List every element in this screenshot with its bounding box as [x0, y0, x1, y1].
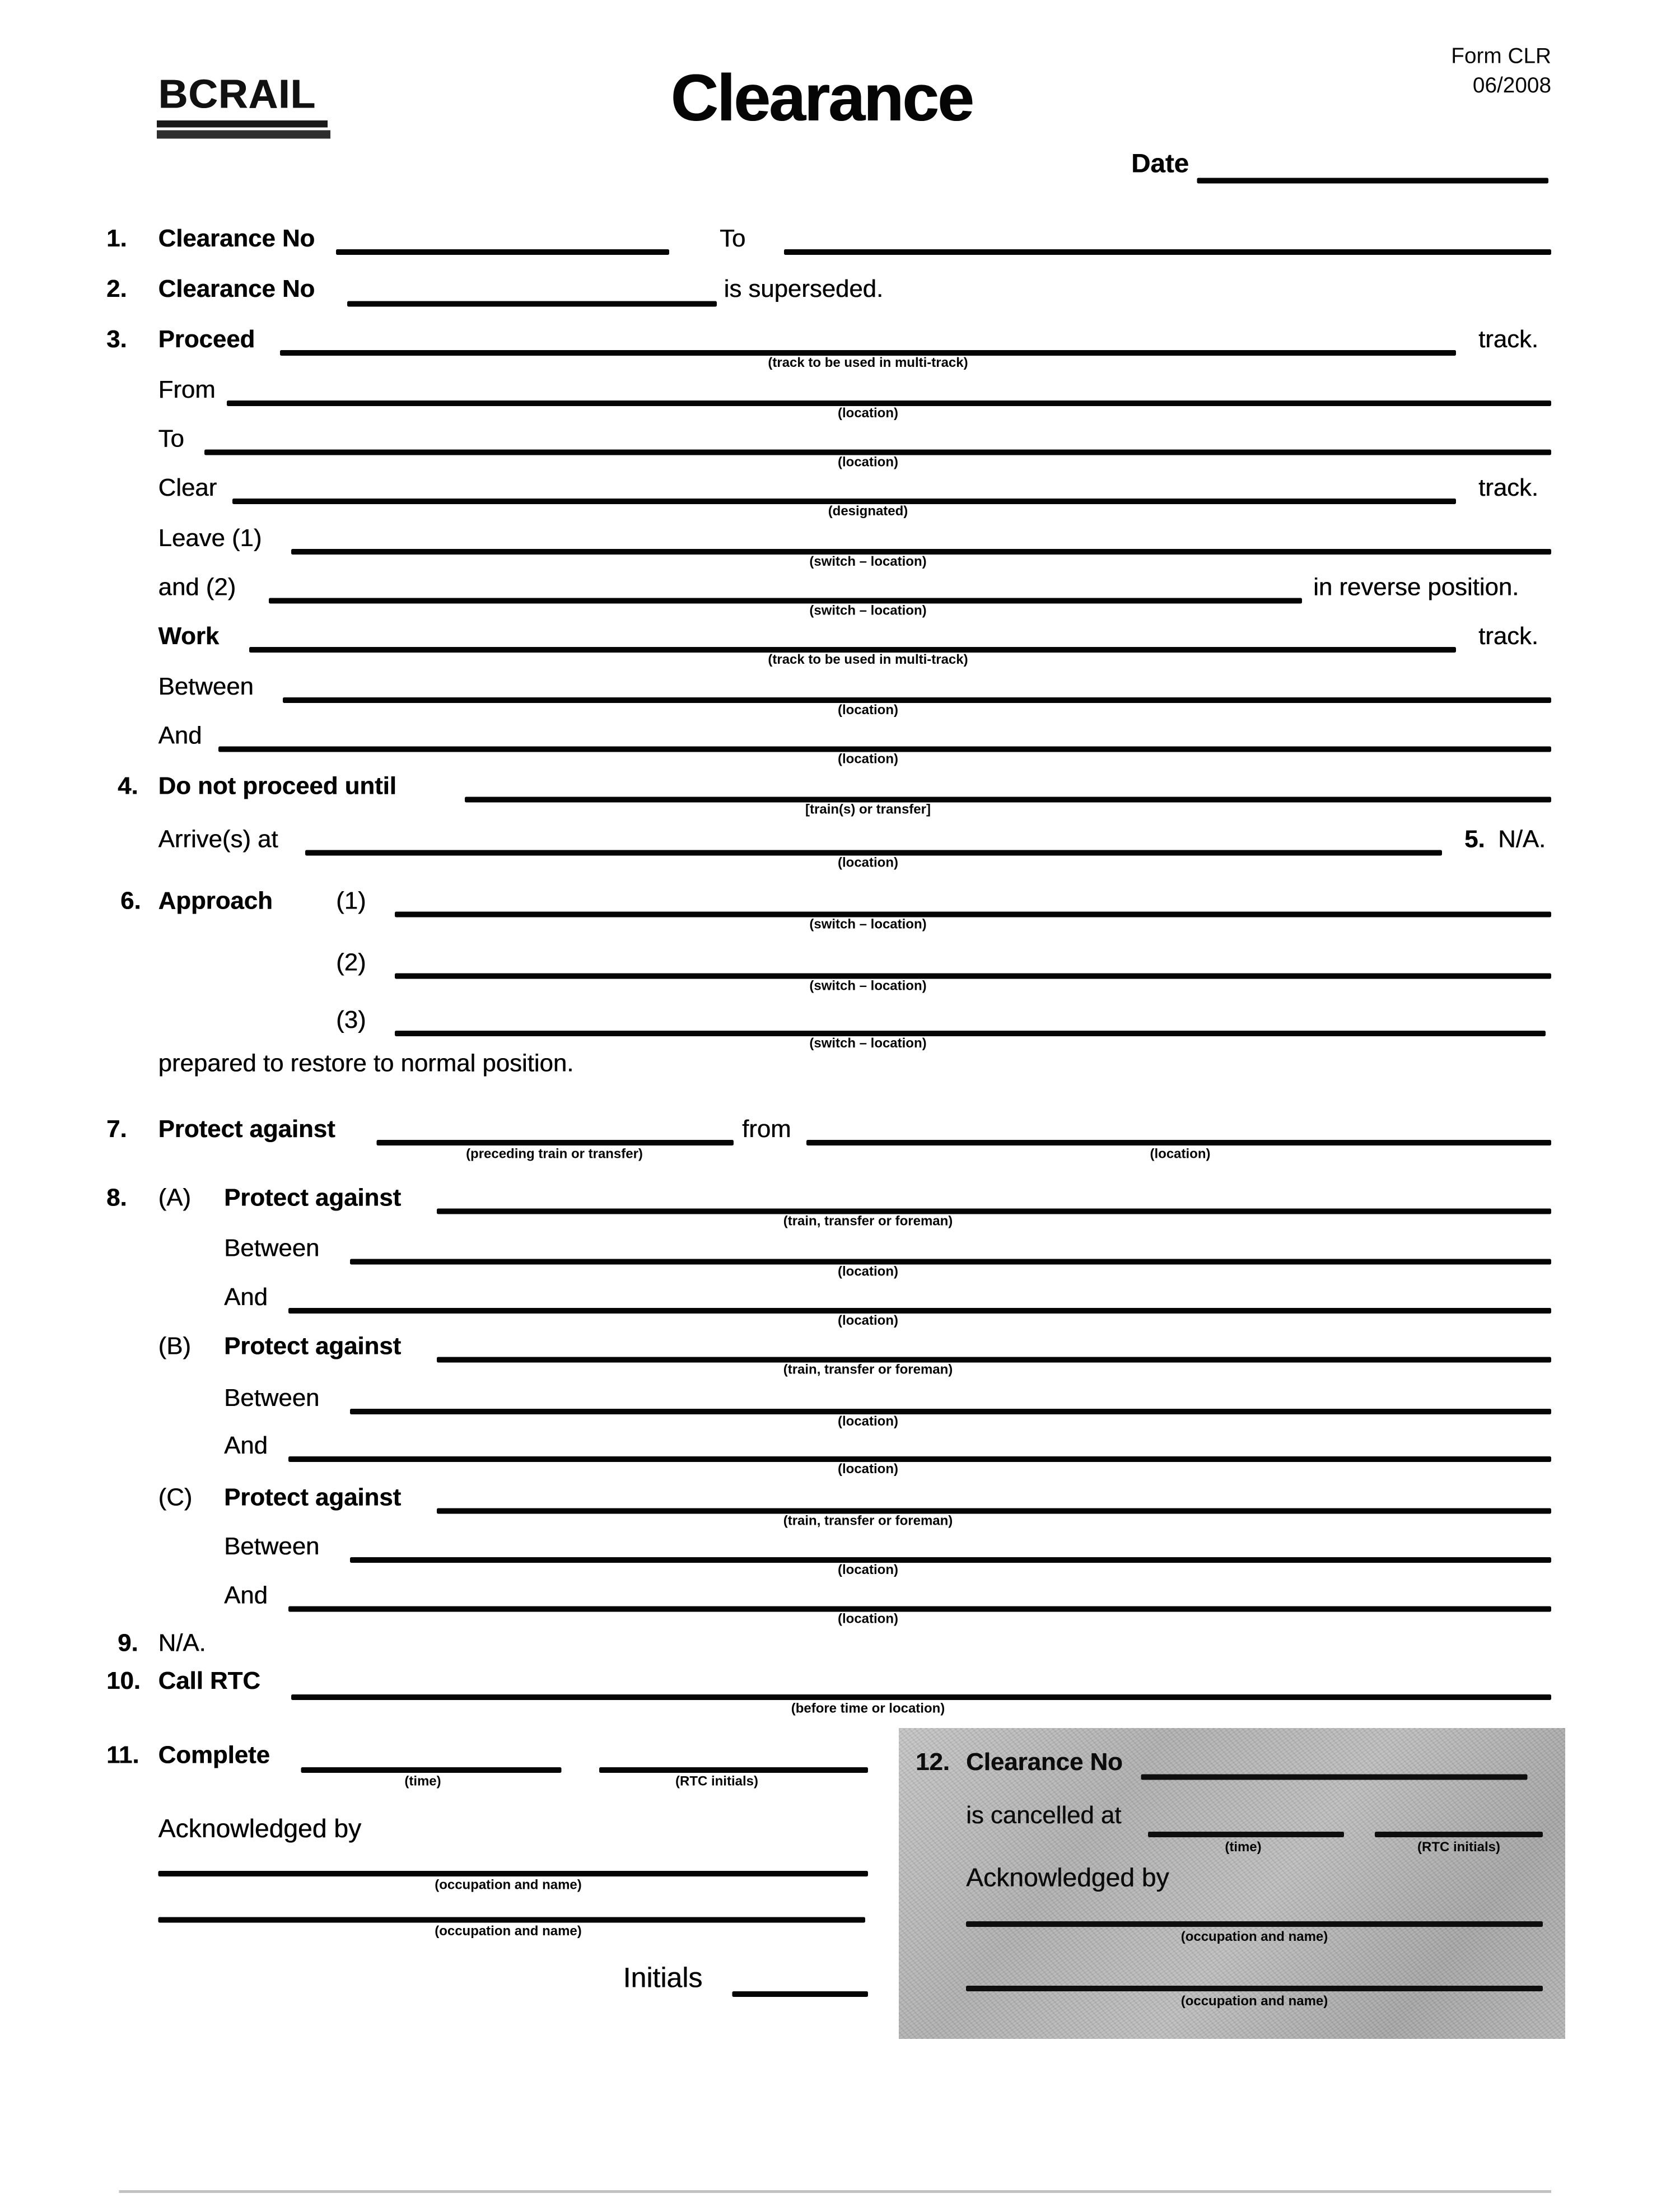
item12-time-line[interactable] — [1148, 1832, 1344, 1837]
form-title: Clearance — [670, 60, 973, 134]
item4-train-line[interactable] — [465, 797, 1551, 803]
caption-location: (location) — [838, 455, 898, 471]
item8b-protect-line[interactable] — [437, 1357, 1551, 1363]
item3-clear-track-suffix: track. — [1478, 473, 1538, 501]
caption-occupation-and-name: (occupation and name) — [435, 1878, 582, 1893]
date-field-line[interactable] — [1197, 178, 1549, 184]
item3-proceed-label: Proceed — [158, 325, 255, 353]
caption-occupation-and-name: (occupation and name) — [1180, 1994, 1328, 2010]
caption-time: (time) — [404, 1774, 441, 1790]
caption-designated: (designated) — [828, 504, 908, 520]
item3-from-line[interactable] — [227, 401, 1551, 406]
item3-and2-label: and (2) — [158, 572, 236, 601]
item1-clearance-no-line[interactable] — [336, 249, 669, 255]
caption-multitrack: (track to be used in multi-track) — [768, 356, 968, 371]
item6-switch2-line[interactable] — [395, 974, 1551, 979]
item8a-and-line[interactable] — [288, 1308, 1551, 1314]
item11-acknowledged-by-label: Acknowledged by — [158, 1813, 362, 1843]
item8c-and-label: And — [224, 1581, 268, 1609]
item6-switch1-line[interactable] — [395, 912, 1551, 918]
item6-switch3-line[interactable] — [395, 1031, 1546, 1036]
item5-number: 5. — [1464, 825, 1485, 853]
item2-number: 2. — [106, 274, 127, 302]
item4-do-not-proceed-label: Do not proceed until — [158, 771, 396, 800]
caption-location: (location) — [838, 1264, 898, 1280]
form-code: Form CLR — [1451, 45, 1551, 69]
caption-location: (location) — [838, 855, 898, 871]
caption-switch-location: (switch – location) — [809, 603, 927, 619]
caption-location: (location) — [838, 1314, 898, 1329]
item3-and-label: And — [158, 721, 202, 749]
caption-train-transfer-foreman: (train, transfer or foreman) — [783, 1514, 953, 1529]
caption-location: (location) — [838, 1612, 898, 1627]
item11-number: 11. — [106, 1740, 139, 1769]
item10-number: 10. — [106, 1666, 141, 1694]
item8a-protect-against-label: Protect against — [224, 1183, 402, 1212]
item2-superseded-text: is superseded. — [724, 274, 884, 302]
bcrail-logo: BCRAIL — [158, 73, 316, 118]
item8c-and-line[interactable] — [288, 1606, 1551, 1612]
item8b-and-label: And — [224, 1431, 268, 1459]
item7-from-label: from — [742, 1115, 791, 1143]
bcrail-logo-underline — [157, 120, 328, 128]
item10-call-rtc-label: Call RTC — [158, 1666, 260, 1694]
item8a-protect-line[interactable] — [437, 1209, 1551, 1214]
caption-train-transfer-foreman: (train, transfer or foreman) — [783, 1362, 953, 1378]
item6-approach-label: Approach — [158, 886, 273, 915]
item12-clearance-no-line[interactable] — [1141, 1775, 1528, 1780]
item12-cancelled-at-text: is cancelled at — [966, 1801, 1122, 1829]
item4-arrives-at-label: Arrive(s) at — [158, 825, 278, 853]
item3-from-label: From — [158, 375, 216, 403]
item3-number: 3. — [106, 325, 127, 353]
item8c-between-line[interactable] — [350, 1557, 1551, 1563]
item6-sub2-label: (2) — [336, 948, 366, 976]
caption-switch-location: (switch – location) — [809, 1036, 927, 1052]
caption-switch-location: (switch – location) — [809, 555, 927, 570]
item3-to-line[interactable] — [204, 450, 1551, 455]
item12-occupation-line-1[interactable] — [966, 1921, 1543, 1927]
item8-number: 8. — [106, 1183, 127, 1212]
item7-location-line[interactable] — [806, 1140, 1551, 1145]
caption-occupation-and-name: (occupation and name) — [435, 1924, 582, 1940]
item3-to-label: To — [158, 424, 184, 453]
caption-trains-or-transfer: [train(s) or transfer] — [805, 802, 931, 818]
item1-clearance-no-label: Clearance No — [158, 224, 315, 252]
item8a-and-label: And — [224, 1283, 268, 1311]
item3-work-label: Work — [158, 622, 220, 650]
caption-before-time-or-location: (before time or location) — [791, 1701, 945, 1717]
item1-to-line[interactable] — [784, 249, 1551, 255]
caption-preceding: (preceding train or transfer) — [466, 1147, 643, 1162]
caption-multitrack: (track to be used in multi-track) — [768, 653, 968, 668]
caption-location: (location) — [838, 1563, 898, 1578]
item3-leave1-label: Leave (1) — [158, 524, 262, 552]
form-code-block — [1414, 42, 1551, 101]
item11-initials-line[interactable] — [732, 1991, 869, 1997]
item3-clear-line[interactable] — [232, 499, 1456, 504]
form-revision: 06/2008 — [1472, 74, 1551, 98]
item8c-letter: (C) — [158, 1483, 193, 1511]
item4-arrives-line[interactable] — [305, 850, 1442, 856]
item4-number: 4. — [118, 771, 138, 800]
item6-number: 6. — [120, 886, 141, 915]
caption-switch-location: (switch – location) — [809, 979, 927, 994]
caption-location: (location) — [838, 752, 898, 767]
item11-occupation-line-2[interactable] — [158, 1917, 866, 1923]
item3-proceed-line[interactable] — [280, 350, 1456, 356]
caption-occupation-and-name: (occupation and name) — [1180, 1930, 1328, 1945]
item6-prepared-text: prepared to restore to normal position. — [158, 1049, 574, 1077]
item8c-protect-line[interactable] — [437, 1508, 1551, 1514]
item8c-protect-against-label: Protect against — [224, 1483, 402, 1511]
item9-number: 9. — [118, 1628, 138, 1657]
item2-clearance-no-label: Clearance No — [158, 274, 315, 302]
scan-edge-artifact — [119, 2190, 1552, 2193]
item12-cancellation-box — [899, 1728, 1565, 2039]
item1-number: 1. — [106, 224, 127, 252]
item8a-between-label: Between — [224, 1233, 320, 1262]
bcrail-logo-bar — [157, 131, 330, 139]
item11-occupation-line-1[interactable] — [158, 1871, 869, 1876]
caption-rtc-initials: (RTC initials) — [1417, 1840, 1500, 1856]
item3-between-label: Between — [158, 672, 254, 700]
item8a-between-line[interactable] — [350, 1259, 1551, 1265]
item12-rtc-initials-line[interactable] — [1375, 1832, 1543, 1837]
item12-clearance-no-label: Clearance No — [966, 1748, 1123, 1776]
item1-to-label: To — [720, 224, 746, 252]
item8b-between-label: Between — [224, 1384, 320, 1412]
item12-acknowledged-by-label: Acknowledged by — [966, 1862, 1169, 1892]
item5-na-text: N/A. — [1498, 825, 1546, 853]
item3-clear-label: Clear — [158, 473, 217, 501]
caption-train-transfer-foreman: (train, transfer or foreman) — [783, 1214, 953, 1230]
item3-track-suffix: track. — [1478, 325, 1538, 353]
item8b-between-line[interactable] — [350, 1409, 1551, 1414]
caption-location: (location) — [838, 703, 898, 719]
item12-number: 12. — [916, 1748, 950, 1776]
caption-location: (location) — [1150, 1147, 1211, 1162]
item3-between-line[interactable] — [283, 697, 1551, 703]
item8a-letter: (A) — [158, 1183, 191, 1212]
item2-clearance-no-line[interactable] — [347, 301, 717, 307]
item3-reverse-position-text: in reverse position. — [1313, 572, 1519, 601]
caption-switch-location: (switch – location) — [809, 917, 927, 933]
item12-occupation-line-2[interactable] — [966, 1986, 1543, 1991]
item11-complete-label: Complete — [158, 1740, 270, 1769]
item7-protect-against-label: Protect against — [158, 1115, 335, 1143]
caption-location: (location) — [838, 1414, 898, 1430]
item11-rtc-initials-line[interactable] — [599, 1767, 868, 1773]
item3-and-line[interactable] — [218, 747, 1551, 752]
caption-time: (time) — [1225, 1840, 1262, 1856]
caption-location: (location) — [838, 406, 898, 422]
item7-preceding-line[interactable] — [377, 1140, 734, 1145]
item6-sub3-label: (3) — [336, 1005, 366, 1033]
item6-sub1-label: (1) — [336, 886, 366, 915]
item11-initials-label: Initials — [623, 1963, 703, 1994]
item8c-between-label: Between — [224, 1532, 320, 1560]
date-label: Date — [1131, 150, 1189, 179]
item8b-and-line[interactable] — [288, 1456, 1551, 1462]
caption-rtc-initials: (RTC initials) — [675, 1774, 758, 1790]
item3-work-track-suffix: track. — [1478, 622, 1538, 650]
item10-call-rtc-line[interactable] — [291, 1694, 1551, 1700]
item9-na-text: N/A. — [158, 1628, 206, 1657]
item7-number: 7. — [106, 1115, 127, 1143]
item8b-protect-against-label: Protect against — [224, 1331, 402, 1360]
item3-leave1-line[interactable] — [291, 549, 1551, 555]
item11-time-line[interactable] — [301, 1767, 562, 1773]
item3-work-line[interactable] — [249, 647, 1456, 653]
item8b-letter: (B) — [158, 1331, 191, 1360]
caption-location: (location) — [838, 1462, 898, 1478]
item3-and2-line[interactable] — [269, 598, 1302, 604]
